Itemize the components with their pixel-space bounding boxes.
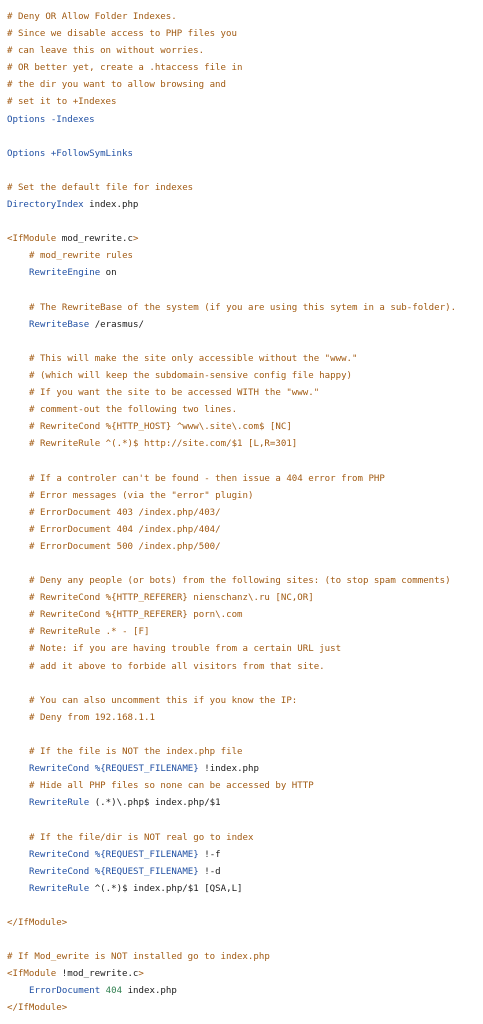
code-token-comment: # the dir you want to allow browsing and: [7, 80, 226, 91]
code-line: [7, 966, 456, 983]
code-line: [7, 180, 456, 197]
code-token-tag: <IfModule: [7, 969, 57, 980]
code-line: [7, 9, 456, 26]
code-line: [7, 248, 456, 265]
code-token-comment: # ErrorDocument 404 /index.php/404/: [29, 524, 221, 535]
code-line: [7, 419, 456, 436]
code-line: [7, 641, 456, 658]
code-token-kw: RewriteRule: [29, 798, 90, 809]
code-token-num: 404: [105, 986, 123, 997]
code-token-kw: RewriteCond: [29, 866, 90, 877]
code-line: [7, 676, 456, 693]
code-line: [7, 778, 456, 795]
code-token-kw: RewriteRule: [29, 883, 90, 894]
code-token-tag: >: [132, 234, 139, 245]
code-line: [7, 471, 456, 488]
code-token-comment: # mod_rewrite rules: [29, 251, 134, 262]
code-line: [7, 607, 456, 624]
code-token-comment: # If the file is NOT the index.php file: [29, 747, 243, 758]
code-token-comment: # comment-out the following two lines.: [29, 405, 238, 416]
code-token-val: (.*)\.php$ index.php/$1: [89, 798, 221, 809]
code-line: [7, 812, 456, 829]
code-token-comment: # (which will keep the subdomain-sensive config file happy): [29, 370, 353, 381]
code-token-blue: +FollowSymLinks: [50, 148, 133, 159]
code-line: [7, 915, 456, 932]
code-token-tag: </IfModule>: [7, 917, 68, 928]
code-line: [7, 795, 456, 812]
code-line: [7, 898, 456, 915]
code-token-val: ^(.*)$ index.php/$1 [QSA,L]: [89, 883, 243, 894]
code-token-comment: # If the file/dir is NOT real go to index: [29, 832, 254, 843]
code-token-comment: # The RewriteBase of the system (if you are using this sytem in a sub-folder).: [29, 302, 457, 313]
code-token-comment: # Set the default file for indexes: [7, 182, 194, 193]
code-token-val: /erasmus/: [89, 319, 144, 330]
code-line: [7, 505, 456, 522]
code-token-comment: # Deny from 192.168.1.1: [29, 712, 155, 723]
code-line: [7, 864, 456, 881]
code-line: [7, 1000, 456, 1017]
code-token-comment: # If Mod_ewrite is NOT installed go to index.php: [7, 952, 270, 963]
code-line: [7, 847, 456, 864]
code-line: [7, 26, 456, 43]
code-token-val: !-d: [198, 866, 221, 877]
code-line: [7, 385, 456, 402]
code-line: [7, 727, 456, 744]
code-token-comment: # RewriteCond %{HTTP_HOST} ^www\.site\.com$ [NC]: [29, 422, 292, 433]
code-token-blue: -Indexes: [50, 114, 95, 125]
code-token-var: %{REQUEST_FILENAME}: [94, 866, 199, 877]
code-token-val: !-f: [198, 849, 221, 860]
code-line: [7, 129, 456, 146]
code-token-tag: <IfModule: [7, 234, 57, 245]
code-line: [7, 163, 456, 180]
code-token-comment: # set it to +Indexes: [7, 97, 117, 108]
code-line: [7, 283, 456, 300]
code-token-comment: # add it above to forbide all visitors from that site.: [29, 661, 325, 672]
code-line: [7, 744, 456, 761]
code-line: [7, 112, 456, 129]
code-token-tag: >: [138, 969, 144, 980]
code-line: [7, 317, 456, 334]
code-line: [7, 590, 456, 607]
code-line: [7, 830, 456, 847]
code-token-var: %{REQUEST_FILENAME}: [94, 764, 199, 775]
code-token-val: index.php: [83, 200, 139, 211]
code-token-comment: # OR better yet, create a .htaccess file in: [7, 63, 243, 74]
code-line: [7, 94, 456, 111]
htaccess-code-block: [7, 9, 456, 1018]
code-line: [7, 624, 456, 641]
code-token-var: %{REQUEST_FILENAME}: [94, 849, 199, 860]
code-line: [7, 881, 456, 898]
code-token-kw: RewriteEngine: [29, 268, 101, 279]
code-token-val: index.php: [122, 986, 177, 997]
code-line: [7, 300, 456, 317]
code-token-comment: # Deny OR Allow Folder Indexes.: [7, 12, 177, 22]
code-line: [7, 659, 456, 676]
code-token-tag: </IfModule>: [7, 1003, 68, 1014]
code-line: [7, 522, 456, 539]
code-token-comment: # can leave this on without worries.: [7, 46, 205, 57]
code-line: [7, 334, 456, 351]
code-token-comment: # ErrorDocument 500 /index.php/500/: [29, 541, 221, 552]
code-line: [7, 573, 456, 590]
code-token-kw: Options: [7, 148, 46, 159]
code-token-comment: # Note: if you are having trouble from a certain URL just: [29, 644, 342, 655]
code-token-comment: # You can also uncomment this if you know the IP:: [29, 695, 298, 706]
code-line: [7, 710, 456, 727]
code-line: [7, 60, 456, 77]
code-token-comment: # RewriteRule ^(.*)$ http://site.com/$1 [L,R=301]: [29, 439, 298, 450]
code-token-val: !mod_rewrite.c: [56, 969, 139, 980]
code-line: [7, 556, 456, 573]
code-token-comment: # RewriteRule .* - [F]: [29, 627, 150, 638]
code-line: [7, 43, 456, 60]
code-token-comment: # This will make the site only accessible without the "www.": [29, 353, 358, 364]
code-line: [7, 402, 456, 419]
code-token-val: !index.php: [198, 764, 259, 775]
code-line: [7, 983, 456, 1000]
code-token-comment: # RewriteCond %{HTTP_REFERER} nienschanz\.ru [NC,OR]: [29, 593, 314, 604]
code-line: [7, 146, 456, 163]
code-line: [7, 197, 456, 214]
code-token-kw: RewriteCond: [29, 849, 90, 860]
code-line: [7, 436, 456, 453]
code-token-kw: Options: [7, 114, 46, 125]
code-token-comment: # If you want the site to be accessed WITH the "www.": [29, 388, 320, 399]
code-token-comment: # Hide all PHP files so none can be accessed by HTTP: [29, 781, 314, 792]
code-line: [7, 368, 456, 385]
code-token-comment: # Since we disable access to PHP files you: [7, 29, 237, 40]
code-token-kw: ErrorDocument: [29, 986, 101, 997]
code-token-comment: # Error messages (via the "error" plugin): [29, 490, 254, 501]
code-line: [7, 539, 456, 556]
code-token-val: mod_rewrite.c: [56, 234, 133, 245]
code-token-val: on: [100, 268, 117, 279]
code-token-comment: # If a controler can't be found - then issue a 404 error from PHP: [29, 473, 385, 484]
code-line: [7, 77, 456, 94]
code-line: [7, 265, 456, 282]
code-line: [7, 488, 456, 505]
code-line: [7, 231, 456, 248]
code-token-comment: # RewriteCond %{HTTP_REFERER} porn\.com: [29, 610, 243, 621]
code-token-kw: RewriteBase: [29, 319, 90, 330]
code-token-comment: # ErrorDocument 403 /index.php/403/: [29, 507, 221, 518]
code-line: [7, 693, 456, 710]
code-line: [7, 932, 456, 949]
code-line: [7, 214, 456, 231]
code-token-kw: RewriteCond: [29, 764, 90, 775]
code-line: [7, 949, 456, 966]
code-line: [7, 351, 456, 368]
code-token-kw: DirectoryIndex: [7, 200, 84, 211]
code-token-comment: # Deny any people (or bots) from the following sites: (to stop spam comments): [29, 576, 451, 587]
code-line: [7, 761, 456, 778]
code-line: [7, 453, 456, 470]
